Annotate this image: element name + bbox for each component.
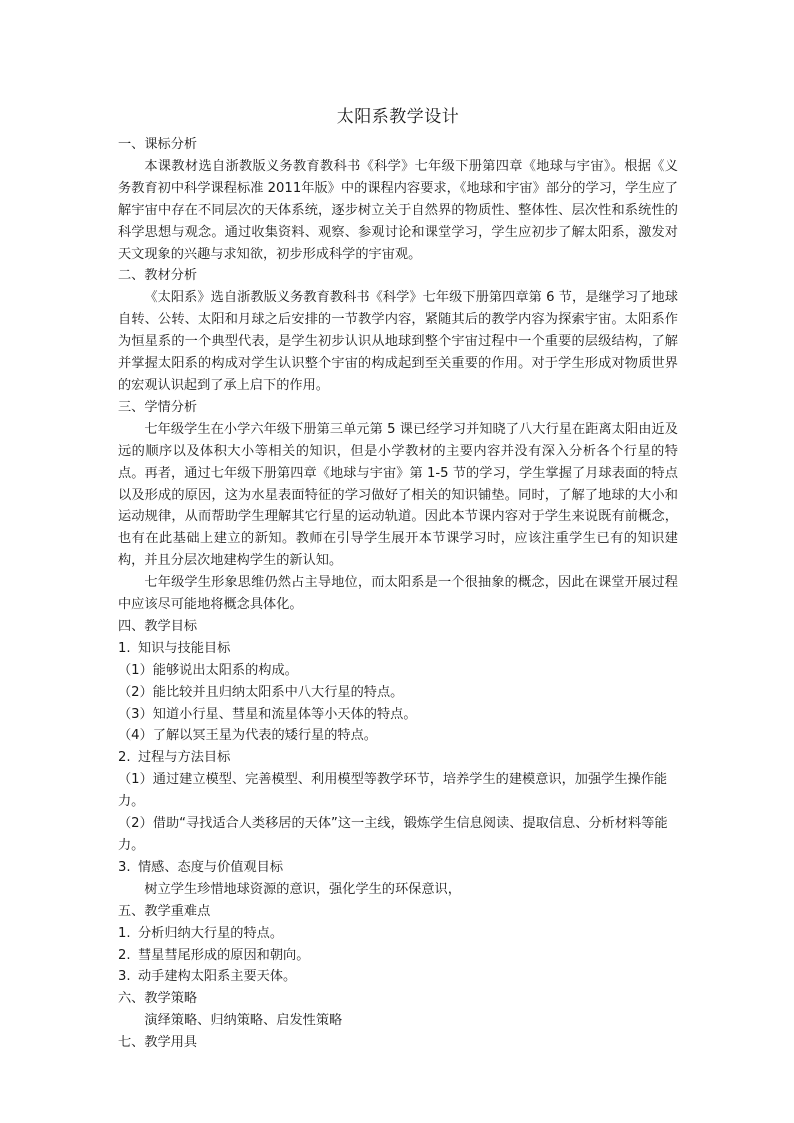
goal-item: （2）能比较并且归纳太阳系中八大行星的特点。 [118, 684, 404, 700]
document-page [118, 105, 678, 1054]
section-paragraph-3b: 七年级学生形象思维仍然占主导地位，而太阳系是一个很抽象的概念，因此在课堂开展过程中应该尽可能地将概念具体化。 [118, 575, 678, 613]
item-number: 1. [118, 925, 131, 941]
section-paragraph-2: 《太阳系》选自浙教版义务教育教科书《科学》七年级下册第四章第 6 节，是继学习了地球自转、公转、太阳和月球之后安排的一节教学内容，紧随其后的教学内容为探索宇宙。太阳系作为恒星系的一个典型代表，是学生初步认识从地球到整个宇宙过程中一个重要的层级结构，了解并掌握太阳系的构成对学生认识整个宇宙的构成起到至关重要的作用。对于学生形成对物质世界的宏观认识起到了承上启下的作用。 [118, 290, 678, 393]
goal-item: （4）了解以冥王星为代表的矮行星的特点。 [118, 728, 377, 744]
goal-text: 树立学生珍惜地球资源的意识，强化学生的环保意识， [144, 881, 461, 897]
section-heading-4: 四、教学目标 [118, 618, 198, 634]
goal-item: （2）借助“寻找适合人类移居的天体”这一主线，锻炼学生信息阅读、提取信息、分析材料等能力。 [118, 816, 668, 853]
key-point-item [118, 966, 678, 988]
goal-heading-2 [118, 747, 678, 769]
section-heading-1: 一、课标分析 [118, 137, 198, 152]
item-text: 分析归纳大行星的特点。 [138, 925, 284, 941]
item-number: 2. [118, 947, 131, 963]
goal-item: （1）能够说出太阳系的构成。 [118, 662, 298, 678]
document-title: 太阳系教学设计 [336, 107, 460, 127]
goal-item: （1）通过建立模型、完善模型、利用模型等教学环节，培养学生的建模意识，加强学生操作能力。 [118, 772, 668, 810]
section-heading-2: 二、教材分析 [118, 268, 198, 284]
goal-heading-1 [118, 638, 678, 660]
goal-title: 情感、态度与价值观目标 [138, 859, 284, 875]
goal-title: 知识与技能目标 [138, 640, 231, 656]
strategy-text: 演绎策略、归纳策略、启发性策略 [144, 1013, 343, 1029]
section-heading-6: 六、教学策略 [118, 991, 198, 1007]
item-number: 3. [118, 969, 131, 985]
item-text: 动手建构太阳系主要天体。 [138, 969, 297, 985]
key-point-item [118, 945, 678, 967]
key-point-item [118, 923, 678, 945]
goal-number: 1. [118, 640, 131, 656]
section-paragraph-3a: 七年级学生在小学六年级下册第三单元第 5 课已经学习并知晓了八大行星在距离太阳由近及远的顺序以及体积大小等相关的知识，但是小学教材的主要内容并没有深入分析各个行星的特点。再者，通过七年级下册第四章《地球与宇宙》第 1-5 节的学习，学生掌握了月球表面的特点以及形成的原因，这为水星表面特征的学习做好了相关的知识铺垫。同时，了解了地球的大小和运动规律，从而帮助学生理解其它行星的运动轨道。因此本节课内容对于学生来说既有前概念，也有在此基础上建立的新知。教师在引导学生展开本节课学习时，应该注重学生已有的知识建构，并且分层次地建构学生的新认知。 [118, 421, 678, 569]
goal-title: 过程与方法目标 [138, 750, 231, 766]
item-text: 彗星彗尾形成的原因和朝向。 [138, 947, 310, 963]
goal-number: 3. [118, 859, 131, 875]
section-heading-7: 七、教学用具 [118, 1035, 198, 1051]
goal-heading-3 [118, 857, 678, 879]
section-heading-5: 五、教学重难点 [118, 903, 211, 919]
goal-number: 2. [118, 750, 131, 766]
section-heading-3: 三、学情分析 [118, 399, 198, 415]
section-paragraph-1: 本课教材选自浙教版义务教育教科书《科学》七年级下册第四章《地球与宇宙》。根据《义务教育初中科学课程标准 2011年版》中的课程内容要求，《地球和宇宙》部分的学习，学生应了解宇宙中存在不同层次的天体系统，逐步树立关于自然界的物质性、整体性、层次性和系统性的科学思想与观念。通过收集资料、观察、参观讨论和课堂学习，学生应初步了解太阳系，激发对天文现象的兴趣与求知欲，初步形成科学的宇宙观。 [118, 158, 678, 262]
goal-item: （3）知道小行星、彗星和流星体等小天体的特点。 [118, 706, 417, 722]
